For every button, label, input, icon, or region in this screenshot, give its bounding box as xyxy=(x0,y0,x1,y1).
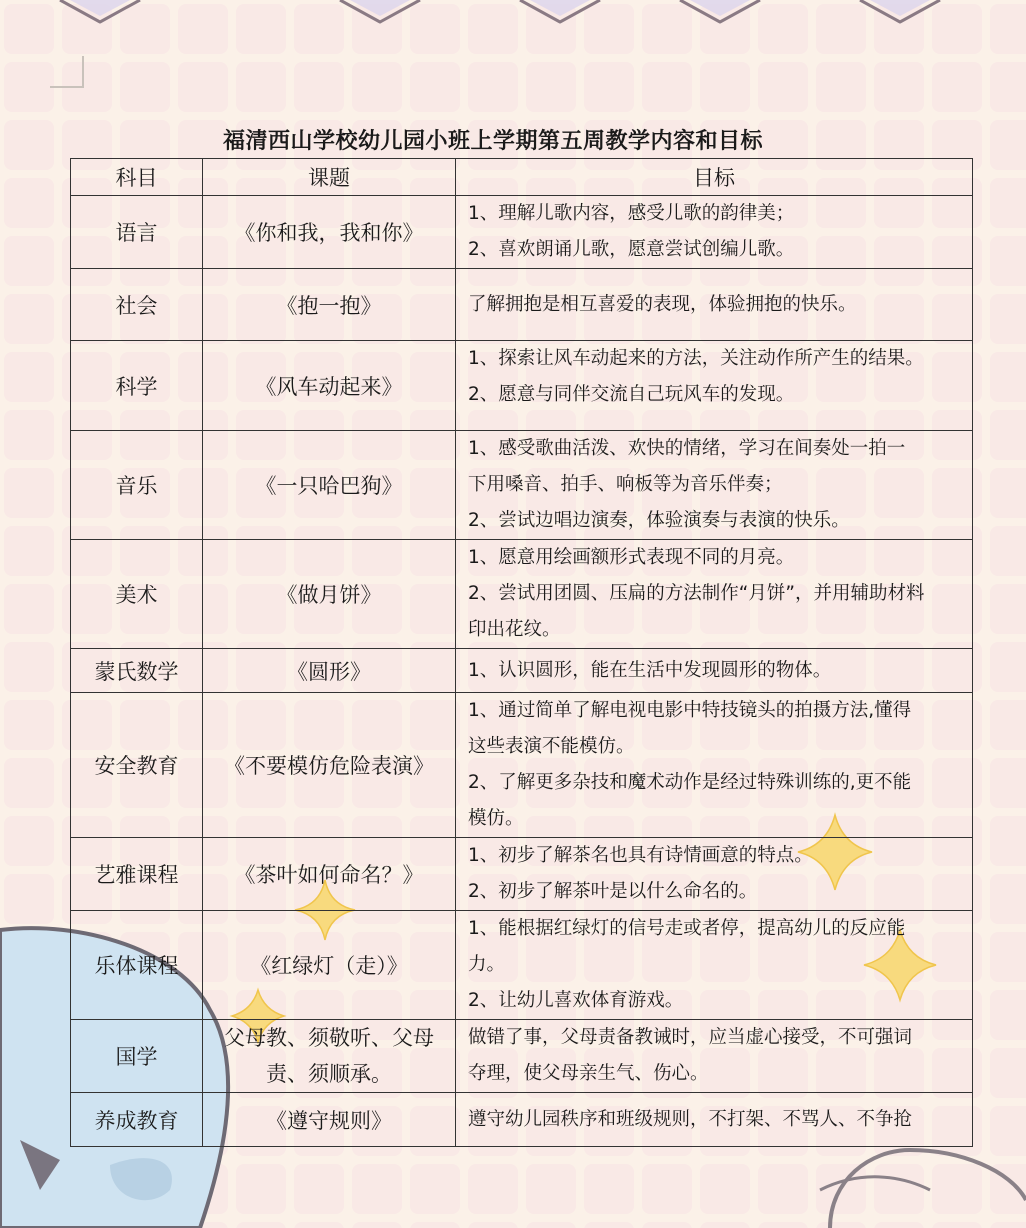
goal-line: 2、喜欢朗诵儿歌，愿意尝试创编儿歌。 xyxy=(468,239,795,260)
header-goal: 目标 xyxy=(456,159,973,196)
goal-line: 2、尝试边唱边演奏，体验演奏与表演的快乐。 xyxy=(468,510,850,531)
topic-cell: 《不要模仿危险表演》 xyxy=(203,693,456,838)
topic-cell: 《一只哈巴狗》 xyxy=(203,431,456,540)
table-row xyxy=(71,269,973,341)
topic-line: 责、须顺承。 xyxy=(266,1062,392,1086)
subject-cell: 社会 xyxy=(71,269,203,341)
goal-line: 模仿。 xyxy=(468,808,524,829)
goal-cell xyxy=(456,341,973,431)
goal-line: 了解拥抱是相互喜爱的表现，体验拥抱的快乐。 xyxy=(468,293,857,315)
topic-line: 父母教、须敬听、父母 xyxy=(224,1026,434,1050)
goal-line: 2、愿意与同伴交流自己玩风车的发现。 xyxy=(468,384,795,405)
goal-line: 2、让幼儿喜欢体育游戏。 xyxy=(468,990,684,1011)
goal-cell xyxy=(456,693,973,838)
topic-cell xyxy=(203,1020,456,1093)
table-row xyxy=(71,1020,973,1093)
table-row xyxy=(71,693,973,838)
subject-cell: 安全教育 xyxy=(71,693,203,838)
goal-line: 1、愿意用绘画额形式表现不同的月亮。 xyxy=(468,547,795,568)
topic-cell: 《红绿灯（走）》 xyxy=(203,911,456,1020)
crop-mark xyxy=(50,56,84,88)
goal-cell xyxy=(456,540,973,649)
goal-line: 力。 xyxy=(468,954,506,975)
goal-line: 2、尝试用团圆、压扁的方法制作“月饼”，并用辅助材料 xyxy=(468,583,925,604)
goal-line: 下用嗓音、拍手、响板等为音乐伴奏； xyxy=(468,474,783,495)
goal-line: 印出花纹。 xyxy=(468,619,561,640)
subject-cell: 音乐 xyxy=(71,431,203,540)
goal-line: 这些表演不能模仿。 xyxy=(468,736,635,757)
goal-cell xyxy=(456,911,973,1020)
table-row xyxy=(71,431,973,540)
goal-line: 遵守幼儿园秩序和班级规则，不打架、不骂人、不争抢 xyxy=(468,1108,913,1130)
goal-line: 做错了事，父母责备教诫时，应当虚心接受，不可强词 xyxy=(468,1027,913,1048)
goal-cell xyxy=(456,1093,973,1147)
topic-cell: 《圆形》 xyxy=(203,649,456,693)
table-row xyxy=(71,540,973,649)
header-topic: 课题 xyxy=(203,159,456,196)
goal-line: 1、能根据红绿灯的信号走或者停，提高幼儿的反应能 xyxy=(468,918,906,939)
goal-cell xyxy=(456,269,973,341)
topic-cell: 《遵守规则》 xyxy=(203,1093,456,1147)
goal-cell xyxy=(456,196,973,269)
goal-line: 1、感受歌曲活泼、欢快的情绪，学习在间奏处一拍一 xyxy=(468,438,906,459)
goal-cell xyxy=(456,1020,973,1093)
goal-line: 夺理，使父母亲生气、伤心。 xyxy=(468,1063,709,1084)
table-row xyxy=(71,1093,973,1147)
page-title: 福清西山学校幼儿园小班上学期第五周教学内容和目标 xyxy=(222,129,763,154)
subject-cell: 艺雅课程 xyxy=(71,838,203,911)
subject-cell: 语言 xyxy=(71,196,203,269)
goal-line: 1、探索让风车动起来的方法，关注动作所产生的结果。 xyxy=(468,348,924,369)
goal-line: 1、初步了解茶名也具有诗情画意的特点。 xyxy=(468,845,813,866)
topic-cell: 《抱一抱》 xyxy=(203,269,456,341)
goal-line: 2、初步了解茶叶是以什么命名的。 xyxy=(468,881,758,902)
table-row xyxy=(71,196,973,269)
subject-cell: 科学 xyxy=(71,341,203,431)
subject-cell: 美术 xyxy=(71,540,203,649)
topic-cell: 《做月饼》 xyxy=(203,540,456,649)
goal-cell xyxy=(456,649,973,693)
table-header-row xyxy=(71,159,973,196)
table-row xyxy=(71,649,973,693)
goal-line: 1、认识圆形，能在生活中发现圆形的物体。 xyxy=(468,659,832,681)
goal-cell xyxy=(456,431,973,540)
table-row xyxy=(71,341,973,431)
topic-cell: 《茶叶如何命名？》 xyxy=(203,838,456,911)
goal-line: 1、通过简单了解电视电影中特技镜头的拍摄方法,懂得 xyxy=(468,700,912,721)
table-row xyxy=(71,838,973,911)
topic-cell: 《风车动起来》 xyxy=(203,341,456,431)
subject-cell: 国学 xyxy=(71,1020,203,1093)
table-row xyxy=(71,911,973,1020)
lesson-plan-table xyxy=(70,158,973,1147)
goal-line: 1、理解儿歌内容，感受儿歌的韵律美； xyxy=(468,203,795,224)
header-subject: 科目 xyxy=(71,159,203,196)
topic-cell: 《你和我，我和你》 xyxy=(203,196,456,269)
subject-cell: 养成教育 xyxy=(71,1093,203,1147)
subject-cell: 蒙氏数学 xyxy=(71,649,203,693)
goal-cell xyxy=(456,838,973,911)
goal-line: 2、了解更多杂技和魔术动作是经过特殊训练的,更不能 xyxy=(468,772,912,793)
subject-cell: 乐体课程 xyxy=(71,911,203,1020)
